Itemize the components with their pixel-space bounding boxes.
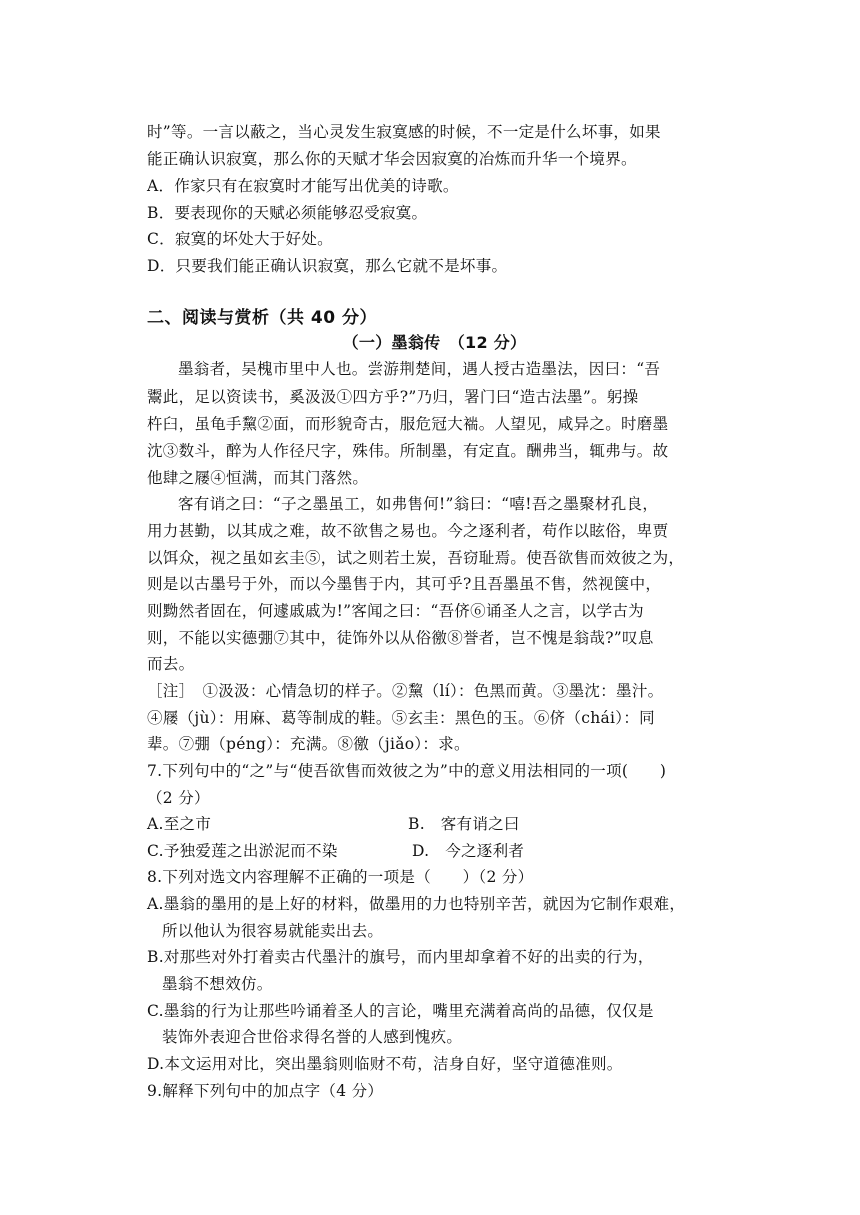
passage-line: 则，不能以实德弸⑦其中，徒饰外以从俗徼⑧誉者，岂不愧是翁哉?”叹息: [147, 629, 654, 647]
text-line: 能正确认识寂寞，那么你的天赋才华会因寂寞的冶炼而升华一个境界。: [147, 150, 637, 168]
passage-line: 客有诮之曰：“子之墨虽工，如弗售何!”翁曰：“嘻!吾之墨聚材孔良，: [178, 495, 659, 513]
q7-option-d: D. 今之逐利者: [412, 842, 525, 860]
passage-line: 则是以古墨号于外，而以今墨售于内，其可乎?且吾墨虽不售，然视箧中，: [147, 575, 662, 593]
note-line: ④屦（jù）：用麻、葛等制成的鞋。⑤玄圭：黑色的玉。⑥侪（chái）：同: [147, 709, 655, 727]
passage-line: 墨翁者，吴槐市里中人也。尝游荆楚间，遇人授古造墨法，因曰：“吾: [178, 360, 661, 378]
question-7-options-row: [147, 814, 722, 834]
q8-option-b-cont: 墨翁不想效仿。: [162, 975, 273, 993]
passage-line: 用力甚勤，以其成之难，故不欲售之易也。今之逐利者，苟作以眩俗，卑贾: [147, 522, 669, 540]
question-7-stem: 7.下列句中的“之”与“使吾欲售而效彼之为”中的意义用法相同的一项( ): [147, 762, 667, 780]
passage-line: 而去。: [147, 655, 195, 673]
option-b: B．要表现你的天赋必须能够忍受寂寞。: [147, 204, 428, 222]
question-7-options-row: [147, 841, 722, 861]
section-heading: 二、阅读与赏析（共 40 分）: [147, 308, 377, 328]
text-line: 时”等。一言以蔽之，当心灵发生寂寞感的时候，不一定是什么坏事，如果: [147, 123, 661, 141]
q7-option-c: C.予独爱莲之出淤泥而不染: [147, 842, 338, 860]
passage-line: 鬻此，足以资读书，奚汲汲①四方乎?”乃归，署门曰“造古法墨”。躬操: [147, 388, 639, 406]
q8-option-a: A.墨翁的墨用的是上好的材料，做墨用的力也特别辛苦，就因为它制作艰难，: [147, 895, 686, 913]
q8-option-c: C.墨翁的行为让那些吟诵着圣人的言论，嘴里充满着高尚的品德，仅仅是: [147, 1002, 654, 1020]
passage-title: （一）墨翁传 （12 分）: [342, 333, 527, 352]
passage-line: 杵臼，虽龟手黧②面，而形貌奇古，服危冠大褍。人望见，咸异之。时磨墨: [147, 415, 669, 433]
q8-option-b: B.对那些对外打着卖古代墨汁的旗号，而内里却拿着不好的出卖的行为，: [147, 948, 654, 966]
passage-line: 以饵众，视之虽如玄圭⑤，试之则若土炭，吾窃耻焉。使吾欲售而效彼之为，: [147, 549, 685, 567]
question-8-stem: 8.下列对选文内容理解不正确的一项是（ ）（2 分）: [147, 868, 534, 886]
q8-option-a-cont: 所以他认为很容易就能卖出去。: [162, 922, 384, 940]
note-line: ［注］ ①汲汲：心情急切的样子。②黧（lí）：色黑而黄。③墨沈：墨汁。: [147, 682, 664, 700]
question-7-score: （2 分）: [147, 789, 210, 807]
passage-line: 他肆之屦④恒满，而其门落然。: [147, 469, 369, 487]
note-line: 辈。⑦弸（péng）：充满。⑧徼（jiǎo）：求。: [147, 735, 470, 753]
passage-line: 则黝然者固在，何遽戚戚为!”客闻之曰：“吾侪⑥诵圣人之言，以学古为: [147, 602, 644, 620]
option-a: A．作家只有在寂寞时才能写出优美的诗歌。: [147, 177, 459, 195]
option-d: D．只要我们能正确认识寂寞，那么它就不是坏事。: [147, 257, 508, 275]
option-c: C．寂寞的坏处大于好处。: [147, 230, 333, 248]
question-9-stem: 9.解释下列句中的加点字（4 分）: [147, 1082, 384, 1100]
q7-option-b: B. 客有诮之曰: [408, 815, 520, 833]
q8-option-d: D.本文运用对比，突出墨翁则临财不苟，洁身自好，坚守道德准则。: [147, 1055, 623, 1073]
q8-option-c-cont: 装饰外表迎合世俗求得名誉的人感到愧疚。: [162, 1028, 463, 1046]
q7-option-a: A.至之市: [147, 815, 212, 833]
passage-line: 沈③数斗，醉为人作径尺字，殊伟。所制墨，有定直。酬弗当，辄弗与。故: [147, 442, 669, 460]
